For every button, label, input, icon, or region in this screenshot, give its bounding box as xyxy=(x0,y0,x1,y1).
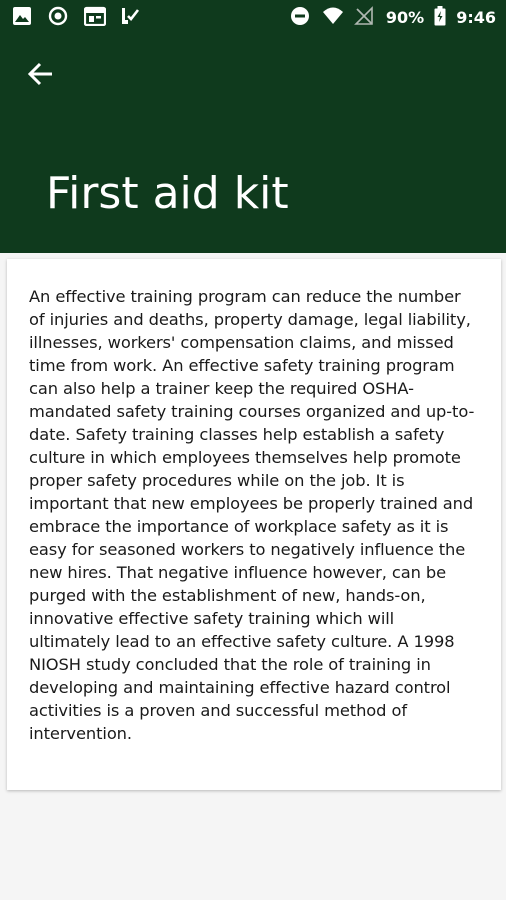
calendar-icon xyxy=(84,6,106,28)
no-signal-icon xyxy=(354,6,376,28)
clock: 9:46 xyxy=(456,7,496,27)
do-not-disturb-icon xyxy=(290,6,312,28)
status-bar xyxy=(0,0,506,36)
checklist-icon xyxy=(120,6,142,28)
battery-percent: 90% xyxy=(385,7,425,27)
record-icon xyxy=(48,6,70,28)
back-button[interactable] xyxy=(22,56,58,92)
page-title: First aid kit xyxy=(46,168,289,219)
content-card xyxy=(7,259,501,790)
body-text: An effective training program can reduce the number of injuries and deaths, property damage, legal liability, illnesses, workers' compensation claims, and missed time from work. An effective safety training program can also help a trainer keep the required OSHA-mandated safety training courses organized and up-to-date. Safety training classes help establish a safety culture in which employees themselves help promote proper safety procedures while on the job. It is important that new employees be properly trained and embrace the importance of workplace safety as it is easy for seasoned workers to negatively influence the new hires. That negative influence however, can be purged with the establishment of new, hands-on, innovative effective safety training which will ultimately lead to an effective safety culture. A 1998 NIOSH study concluded that the role of training in developing and maintaining effective hazard control activities is a proven and successful method of intervention. xyxy=(29,287,475,743)
wifi-icon xyxy=(322,6,344,28)
image-icon xyxy=(12,6,34,28)
arrow-back-icon xyxy=(22,56,58,92)
app-bar xyxy=(0,0,506,253)
battery-icon xyxy=(434,6,446,28)
